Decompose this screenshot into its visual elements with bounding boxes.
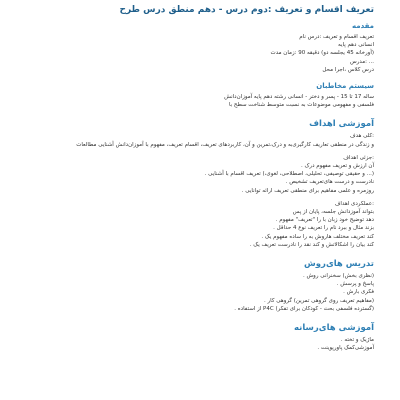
intro-line-5: درس کلاس ،اجرا محل	[322, 66, 374, 73]
intro-line-3: (آورخانه 45 یجلسه دو) دقیقه 90 :زمان مدت	[270, 50, 374, 57]
intro-line-2: انسانی دهم پایه	[338, 42, 374, 49]
intro-heading: مقدمه	[352, 22, 374, 30]
media-item: آموزشی‌کمک پاورپوینت .	[317, 345, 374, 352]
general-objective-label: :کلی هدف	[349, 133, 374, 140]
behavioral-objectives-list	[20, 216, 374, 249]
methods-heading: تدریس های‌روش	[304, 259, 374, 270]
audience-list	[20, 93, 374, 109]
general-objective-text: و زندگی در منطقی تعاریف کارگیری‌به و درک،تمرین و آن، کاربردهای تعریف، اقسام تعریف، مفهوم با آموزان‌دانش آشنایی مطالعات	[76, 141, 374, 148]
partial-objectives-list	[20, 162, 374, 195]
audience-line-2: فلسفی و مفهومی موضوعات به نسبت متوسط شناخت سطح با	[228, 102, 374, 109]
methods-list	[20, 272, 374, 313]
method-item: (مفاهیم تعریف روی گروهی تمرین) گروهی کار .	[264, 297, 374, 304]
audience-heading: سیستم مخاطبان	[316, 82, 374, 91]
partial-objective-item: (... و حقیقی توصیفی، تحلیلی، اصطلاحی، لغوی،) تعریف اقسام با آشنایی .	[204, 171, 374, 178]
method-item: (گسترده فلسفی بحث - کودکان برای تفکر) P4C از استفاده .	[234, 305, 374, 312]
audience-line-1: ساله 17 تا 15 - پسر و دختر - انسانی رشته دهم پایه آموزان‌دانش	[224, 94, 374, 101]
behavioral-objective-item: دهد توضیح خود زبان با را "تعریف" مفهوم .	[275, 217, 374, 224]
page-title: تعریف اقسام و تعریف :دوم درس - دهم منطق درس طرح	[119, 5, 374, 15]
method-item: پاسخ و پرسش .	[336, 281, 374, 288]
behavioral-objective-item: کند تعریف مختلف هاروش به را ساده مفهوم یک .	[261, 233, 374, 240]
media-list	[20, 336, 374, 352]
objectives-heading: آموزشی اهداف	[309, 119, 374, 130]
intro-list	[20, 33, 374, 74]
behavioral-objectives-intro: بتواند آموز‌دانش جلسه، پایان از پس	[292, 209, 374, 216]
partial-objective-item: نادرست و درست های‌تعریف تشخیص .	[285, 179, 374, 186]
behavioral-objective-item: بزند مثال و ببرد نام را تعریف نوع 4 حداقل .	[273, 225, 374, 232]
partial-objectives-label: :جزئی اهداف	[343, 154, 374, 161]
partial-objective-item: روزمره و علمی مفاهیم برای منطقی تعریف ارائه توانایی .	[241, 187, 374, 194]
behavioral-objective-item: کند بیان را اشکالاتش و کند نقد را نادرست تعریف یک .	[249, 241, 374, 248]
method-item: فکری بارش .	[343, 289, 374, 296]
behavioral-objectives-label: :عملکردی اهداف	[334, 200, 374, 207]
media-item: ماژیک و تخته .	[340, 337, 374, 344]
media-heading: آموزشی های‌رسانه	[294, 323, 374, 334]
intro-line-4: ... :مدرس	[349, 58, 374, 65]
partial-objective-item: آن ارزش و تعریف مفهوم درک .	[301, 163, 374, 170]
method-item: (نظری بخش) سخنرانی روش .	[302, 273, 374, 280]
intro-line-1: تعریف اقسام و تعریف :درس نام	[299, 34, 374, 40]
